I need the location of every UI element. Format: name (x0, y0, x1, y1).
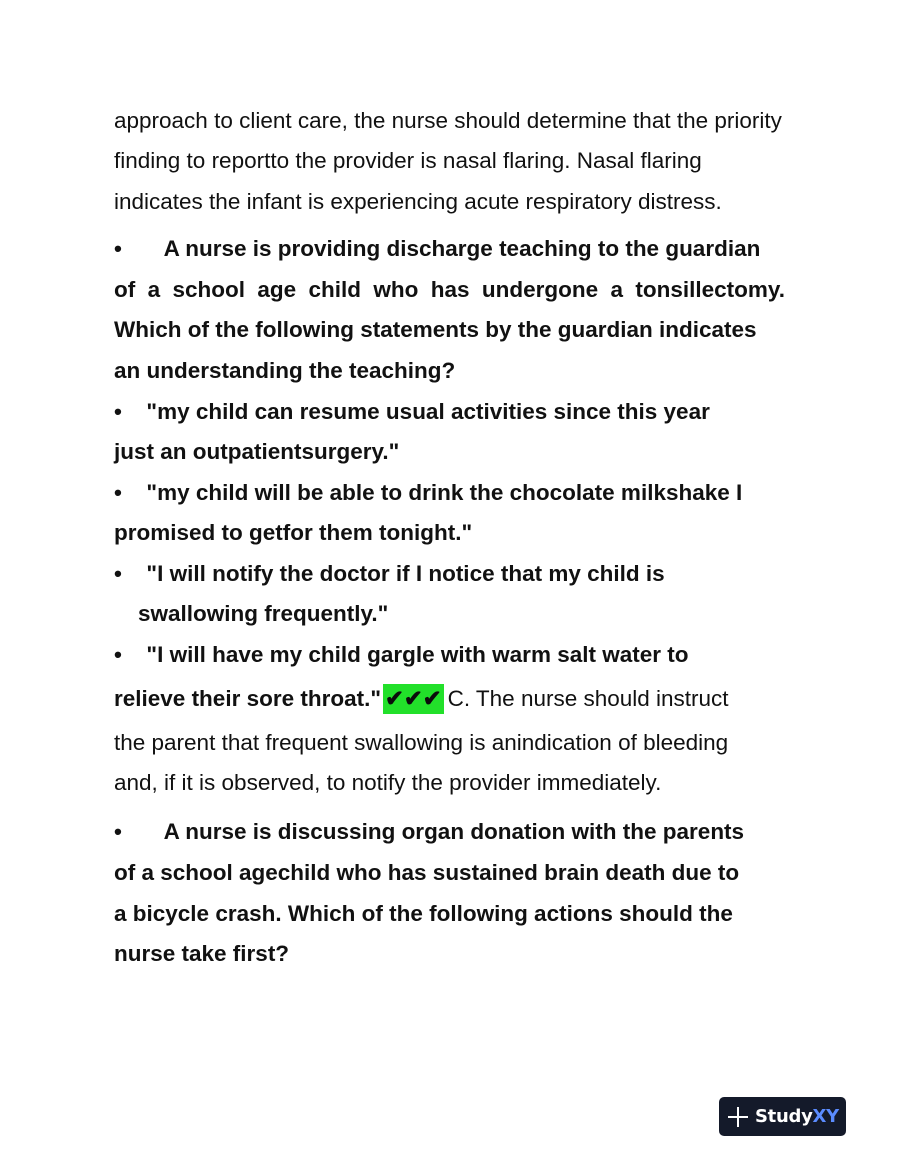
option-a (114, 397, 710, 427)
question-2-line (114, 817, 744, 847)
question-2-line: a bicycle crash. Which of the following actions should the (114, 901, 733, 926)
checkmark-icon: ✔✔✔ (383, 684, 444, 714)
question-1-line (114, 234, 760, 264)
intro-line: approach to client care, the nurse should determine that the priority (114, 108, 782, 133)
answer-line: the parent that frequent swallowing is anindication of bleeding (114, 730, 729, 755)
option-d-answer-line (114, 684, 729, 714)
bullet: • (114, 561, 122, 586)
option-c-cont: swallowing frequently." (138, 601, 389, 626)
option-b (114, 478, 742, 508)
option-d-text: "I will have my child gargle with warm salt water to (146, 642, 689, 667)
question-2-line: nurse take first? (114, 941, 290, 966)
answer-text: C. The nurse should instruct (447, 686, 729, 711)
plus-icon (727, 1106, 749, 1128)
option-a-text: "my child can resume usual activities since this year (146, 399, 710, 424)
bullet: • (114, 480, 122, 505)
option-c (114, 559, 665, 589)
option-d (114, 640, 689, 670)
bullet: • (114, 642, 122, 667)
question-1-line: Which of the following statements by the guardian indicates (114, 317, 757, 342)
question-1-text: A nurse is providing discharge teaching to the guardian (163, 236, 761, 261)
question-1-line: of a school age child who has undergone a tonsillectomy. (114, 277, 785, 302)
bullet: • (114, 236, 122, 261)
option-b-cont: promised to getfor them tonight." (114, 520, 473, 545)
intro-line: finding to reportto the provider is nasal flaring. Nasal flaring (114, 148, 702, 173)
question-2-text: A nurse is discussing organ donation with the parents (163, 819, 745, 844)
intro-line: indicates the infant is experiencing acute respiratory distress. (114, 189, 722, 214)
studyxy-logo[interactable] (719, 1097, 846, 1136)
question-2-line: of a school agechild who has sustained brain death due to (114, 860, 740, 885)
bullet: • (114, 399, 122, 424)
option-a-cont: just an outpatientsurgery." (114, 439, 400, 464)
bullet: • (114, 819, 122, 844)
question-1-line: an understanding the teaching? (114, 358, 456, 383)
logo-text: StudyXY (755, 1106, 839, 1127)
option-b-text: "my child will be able to drink the chocolate milkshake I (146, 480, 743, 505)
option-d-cont: relieve their sore throat." (114, 686, 382, 711)
answer-line: and, if it is observed, to notify the provider immediately. (114, 770, 662, 795)
option-c-text: "I will notify the doctor if I notice that my child is (146, 561, 665, 586)
